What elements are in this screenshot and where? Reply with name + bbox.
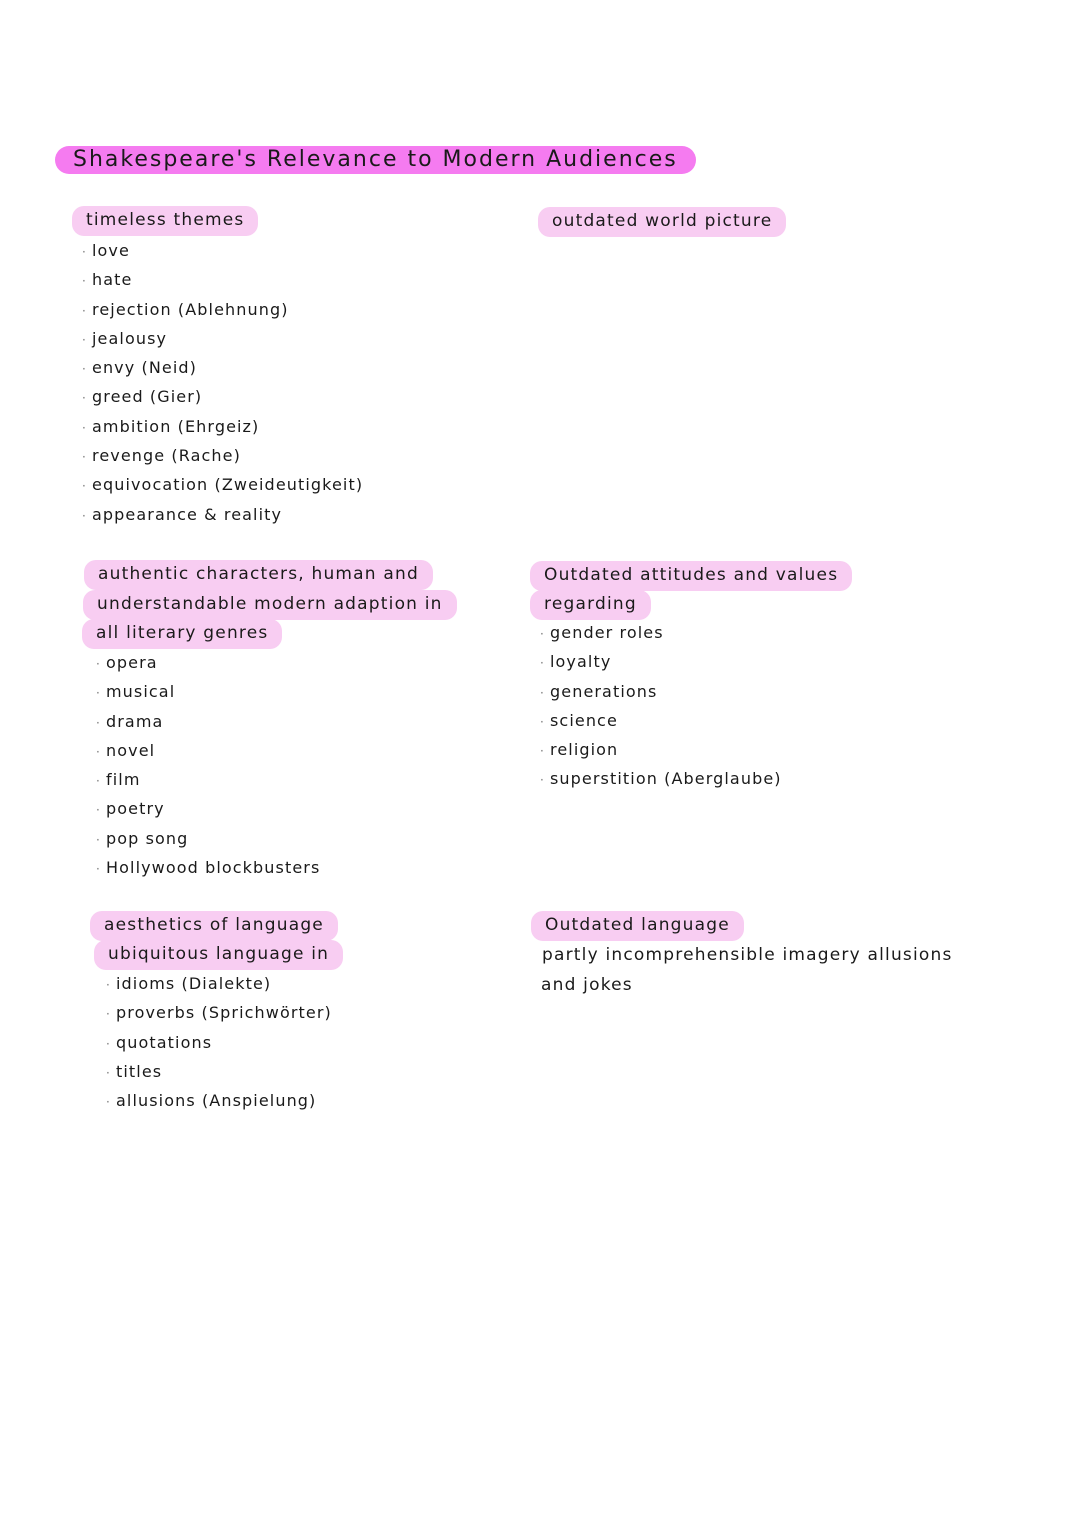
list-item-text: appearance & reality bbox=[92, 504, 283, 524]
list-item-text: gender roles bbox=[550, 623, 664, 642]
list-item-text: allusions (Anspielung) bbox=[116, 1091, 317, 1111]
list-item-text: greed (Gier) bbox=[92, 387, 203, 407]
bullet-dot: · bbox=[96, 657, 101, 671]
list-item bbox=[82, 441, 363, 470]
list-item-text: superstition (Aberglaube) bbox=[550, 769, 782, 789]
timeless-themes-heading: timeless themes bbox=[72, 206, 258, 236]
list-item bbox=[82, 324, 363, 353]
aesthetics-heading-line-2: ubiquitous language in bbox=[94, 940, 343, 970]
list-item bbox=[106, 1086, 332, 1115]
list-item-text: equivocation (Zweideutigkeit) bbox=[92, 475, 364, 495]
list-item-text: pop song bbox=[106, 828, 189, 848]
outdated-language-heading: Outdated language bbox=[531, 911, 744, 941]
bullet-dot: · bbox=[82, 450, 87, 465]
attitudes-list bbox=[540, 618, 782, 794]
bullet-dot: · bbox=[96, 686, 101, 701]
list-item bbox=[82, 236, 363, 265]
authentic-heading-line-3: all literary genres bbox=[82, 619, 282, 649]
bullet-dot: · bbox=[82, 245, 87, 259]
language-forms-list bbox=[106, 969, 332, 1115]
list-item-text: jealousy bbox=[92, 328, 168, 348]
list-item-text: loyalty bbox=[550, 652, 612, 672]
bullet-dot: · bbox=[96, 832, 101, 847]
bullet-dot: · bbox=[540, 627, 545, 641]
bullet-dot: · bbox=[540, 714, 545, 729]
bullet-dot: · bbox=[540, 744, 545, 759]
list-item bbox=[96, 765, 320, 794]
list-item bbox=[540, 706, 782, 735]
bullet-dot: · bbox=[96, 774, 101, 789]
bullet-dot: · bbox=[106, 978, 111, 992]
list-item-text: drama bbox=[106, 711, 164, 731]
authentic-heading-line-2: understandable modern adaption in bbox=[83, 590, 457, 620]
attitudes-heading-line-1: Outdated attitudes and values bbox=[530, 561, 852, 591]
authentic-heading-line-1: authentic characters, human and bbox=[84, 560, 433, 590]
list-item bbox=[96, 677, 320, 706]
bullet-dot: · bbox=[540, 656, 545, 671]
list-item-text: idioms (Dialekte) bbox=[116, 974, 272, 993]
list-item-text: Hollywood blockbusters bbox=[106, 858, 321, 878]
bullet-dot: · bbox=[106, 1065, 111, 1080]
list-item-text: titles bbox=[116, 1061, 163, 1081]
list-item bbox=[106, 998, 332, 1027]
bullet-dot: · bbox=[82, 274, 87, 289]
page-title: Shakespeare's Relevance to Modern Audiences bbox=[55, 146, 696, 174]
list-item-text: rejection (Ablehnung) bbox=[92, 299, 289, 319]
bullet-dot: · bbox=[96, 862, 101, 877]
list-item bbox=[540, 618, 782, 647]
bullet-dot: · bbox=[82, 391, 87, 406]
list-item bbox=[96, 648, 320, 677]
bullet-dot: · bbox=[540, 685, 545, 700]
list-item-text: love bbox=[92, 241, 130, 260]
timeless-themes-list bbox=[82, 236, 363, 529]
bullet-dot: · bbox=[82, 303, 87, 318]
list-item-text: revenge (Rache) bbox=[92, 446, 241, 466]
literary-genres-list bbox=[96, 648, 320, 882]
list-item bbox=[96, 794, 320, 823]
list-item bbox=[540, 764, 782, 793]
list-item bbox=[82, 265, 363, 294]
list-item bbox=[540, 735, 782, 764]
list-item-text: proverbs (Sprichwörter) bbox=[116, 1003, 332, 1023]
bullet-dot: · bbox=[82, 479, 87, 494]
aesthetics-heading-line-1: aesthetics of language bbox=[90, 911, 338, 941]
bullet-dot: · bbox=[96, 715, 101, 730]
list-item bbox=[96, 736, 320, 765]
bullet-dot: · bbox=[96, 744, 101, 759]
bullet-dot: · bbox=[96, 803, 101, 818]
outdated-language-text-line-1: partly incomprehensible imagery allusions bbox=[542, 945, 953, 965]
list-item-text: religion bbox=[550, 740, 619, 760]
bullet-dot: · bbox=[540, 773, 545, 788]
list-item-text: ambition (Ehrgeiz) bbox=[92, 416, 260, 436]
outdated-world-picture-heading: outdated world picture bbox=[538, 207, 786, 237]
list-item bbox=[82, 295, 363, 324]
list-item-text: opera bbox=[106, 653, 158, 672]
bullet-dot: · bbox=[82, 420, 87, 435]
list-item bbox=[96, 707, 320, 736]
list-item bbox=[106, 1028, 332, 1057]
list-item-text: poetry bbox=[106, 799, 165, 819]
list-item-text: science bbox=[550, 710, 618, 730]
list-item bbox=[106, 969, 332, 998]
list-item-text: novel bbox=[106, 740, 156, 760]
bullet-dot: · bbox=[82, 508, 87, 523]
list-item bbox=[96, 824, 320, 853]
attitudes-heading-line-2: regarding bbox=[530, 590, 651, 620]
bullet-dot: · bbox=[106, 1007, 111, 1022]
list-item-text: quotations bbox=[116, 1032, 213, 1052]
bullet-dot: · bbox=[106, 1095, 111, 1110]
bullet-dot: · bbox=[106, 1036, 111, 1051]
list-item-text: hate bbox=[92, 270, 133, 290]
list-item bbox=[82, 470, 363, 499]
bullet-dot: · bbox=[82, 332, 87, 347]
list-item bbox=[82, 382, 363, 411]
list-item bbox=[82, 412, 363, 441]
list-item bbox=[106, 1057, 332, 1086]
list-item-text: generations bbox=[550, 681, 658, 701]
list-item-text: musical bbox=[106, 682, 176, 702]
list-item bbox=[540, 677, 782, 706]
list-item bbox=[82, 500, 363, 529]
list-item bbox=[96, 853, 320, 882]
list-item-text: film bbox=[106, 770, 141, 790]
list-item bbox=[82, 353, 363, 382]
list-item bbox=[540, 647, 782, 676]
list-item-text: envy (Neid) bbox=[92, 358, 198, 378]
bullet-dot: · bbox=[82, 362, 87, 377]
outdated-language-text-line-2: and jokes bbox=[541, 975, 633, 995]
